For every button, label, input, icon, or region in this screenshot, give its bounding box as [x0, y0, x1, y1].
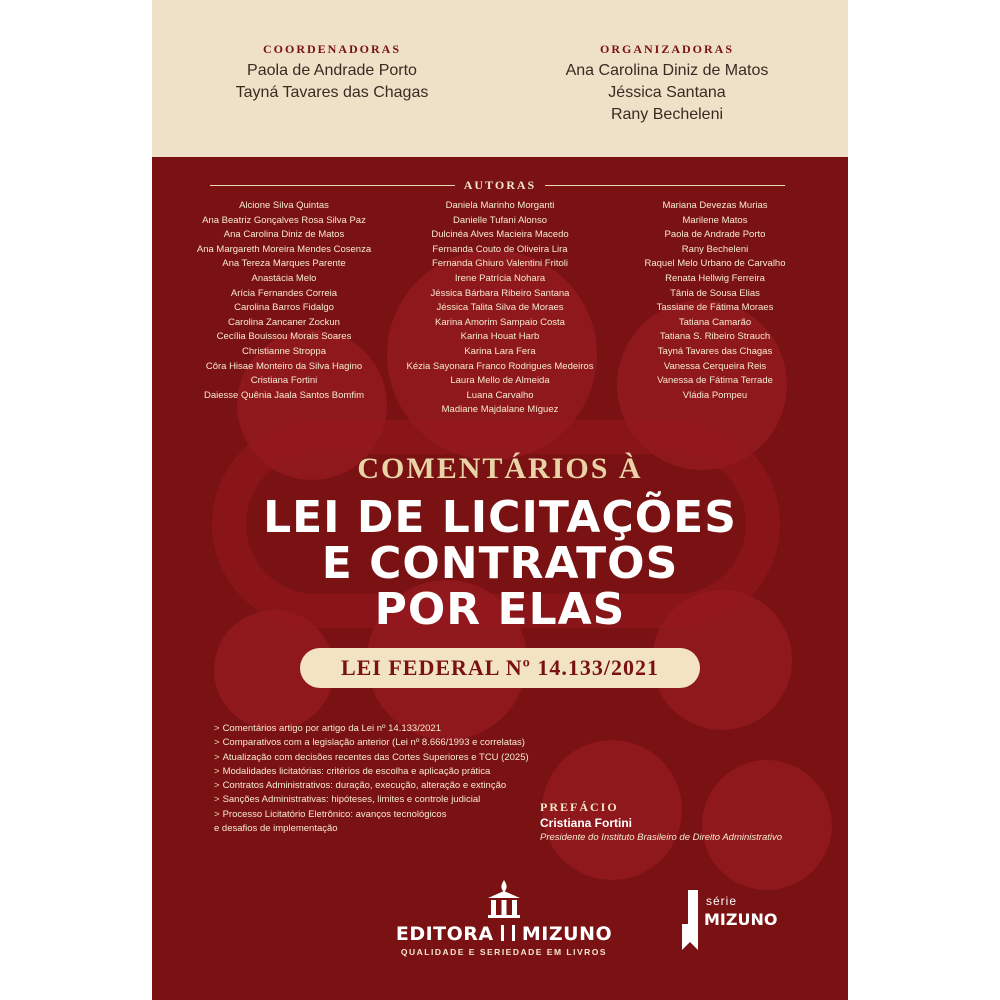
autora-name: Cecília Bouissou Morais Soares	[216, 331, 352, 343]
list-item: > Atualização com decisões recentes das Cortes Superiores e TCU (2025)	[214, 751, 529, 763]
autora-name: Vládia Pompeu	[682, 389, 748, 401]
main-title-line-1: LEI DE LICITAÇÕES	[263, 492, 737, 543]
prefacio-role: Presidente do Instituto Brasileiro de Direito Administrativo	[540, 832, 783, 843]
arrow-icon: >	[214, 737, 220, 749]
list-item: > Sanções Administrativas: hipóteses, limites e controle judicial	[214, 794, 481, 806]
autora-name: Fernanda Ghiuro Valentini Fritoli	[431, 258, 569, 270]
autora-name: Paola de Andrade Porto	[664, 229, 766, 241]
autora-name: Côra Hisae Monteiro da Silva Hagino	[205, 360, 363, 372]
autora-name: Danielle Tufani Alonso	[452, 214, 547, 226]
publisher-logo	[374, 878, 634, 957]
arrow-icon: >	[214, 808, 220, 820]
organizadoras-title: ORGANIZADORAS	[599, 42, 734, 56]
organizadora-name: Rany Becheleni	[610, 106, 724, 123]
autora-name: Karina Amorim Sampaio Costa	[435, 316, 565, 328]
coordenadora-name: Paola de Andrade Porto	[247, 62, 417, 79]
autora-name: Raquel Melo Urbano de Carvalho	[644, 258, 786, 270]
autora-name: Ana Carolina Diniz de Matos	[223, 229, 345, 241]
prefacio-author: Cristiana Fortini	[540, 816, 633, 830]
organizadora-name: Jéssica Santana	[608, 84, 726, 101]
list-item: > Processo Licitatório Eletrônico: avanços tecnológicos	[214, 808, 447, 820]
coordenadoras-block	[207, 42, 457, 104]
organizadora-name: Ana Carolina Diniz de Matos	[565, 62, 769, 79]
autora-name: Daiesse Quênia Jaala Santos Bomfim	[204, 389, 364, 401]
arrow-icon: >	[214, 723, 220, 734]
autora-name: Tatiana Camarão	[678, 316, 752, 328]
publisher-tagline: QUALIDADE E SERIEDADE EM LIVROS	[400, 947, 608, 957]
main-title-line-2: E CONTRATOS	[321, 538, 679, 589]
autora-name: Daniela Marinho Morganti	[445, 200, 555, 211]
autora-name: Irene Patrícia Nohara	[454, 272, 546, 284]
autora-name: Tayná Tavares das Chagas	[657, 345, 773, 357]
autora-name: Vanessa de Fátima Terrade	[657, 375, 773, 387]
autora-name: Jéssica Talita Silva de Moraes	[436, 302, 564, 314]
autora-name: Tânia de Sousa Elias	[670, 287, 760, 299]
autoras-column-1	[174, 199, 394, 403]
autora-name: Dulcinéa Alves Macieira Macedo	[431, 229, 569, 241]
autora-name: Carolina Zancaner Zockun	[228, 316, 340, 328]
autora-name: Vanessa Cerqueira Reis	[663, 360, 767, 372]
autoras-column-3	[610, 199, 820, 403]
autora-name: Ana Margareth Moreira Mendes Cosenza	[196, 243, 372, 255]
list-item: > Modalidades licitatórias: critérios de escolha e aplicação prática	[214, 765, 491, 777]
autora-name: Mariana Devezas Murias	[662, 200, 768, 211]
book-cover	[152, 0, 848, 1000]
arrow-icon: >	[214, 780, 220, 792]
autora-name: Cristiana Fortini	[250, 375, 318, 387]
mizuno-columns-logo-icon	[482, 878, 526, 918]
autora-name: Anastácia Melo	[251, 272, 317, 284]
publisher-name: EDITORA MIZUNO	[395, 923, 613, 945]
autora-name: Karina Houat Harb	[460, 331, 540, 343]
list-item-continuation: e desafios de implementação	[214, 823, 338, 835]
features-list	[214, 722, 594, 836]
autora-name: Christianne Stroppa	[242, 345, 326, 357]
autora-name: Madiane Majdalane Míguez	[441, 404, 559, 416]
autoras-title: AUTORAS	[463, 178, 537, 192]
columns-glyph	[501, 925, 515, 941]
autoras-column-2	[395, 199, 605, 418]
autora-name: Luana Carvalho	[466, 389, 534, 401]
autora-name: Jéssica Bárbara Ribeiro Santana	[430, 287, 570, 299]
main-title-line-3: POR ELAS	[374, 584, 626, 635]
serie-badge	[680, 890, 790, 952]
autora-name: Tassiane de Fátima Moraes	[656, 302, 774, 314]
autora-name: Carolina Barros Fidalgo	[234, 302, 334, 314]
list-item: > Comparativos com a legislação anterior (Lei nº 8.666/1993 e correlatas)	[214, 737, 525, 749]
autora-name: Renata Hellwig Ferreira	[665, 272, 765, 284]
coordenadoras-title: COORDENADORAS	[262, 42, 401, 56]
coordenadora-name: Tayná Tavares das Chagas	[235, 84, 429, 101]
autora-name: Fernanda Couto de Oliveira Lira	[432, 243, 568, 255]
autora-name: Laura Mello de Almeida	[450, 375, 550, 387]
prefacio-block	[540, 800, 782, 843]
autora-name: Ana Tereza Marques Parente	[222, 258, 346, 270]
bookmark-icon	[680, 890, 700, 950]
arrow-icon: >	[214, 751, 220, 763]
autora-name: Arícia Fernandes Correia	[230, 287, 338, 299]
law-badge: LEI FEDERAL Nº 14.133/2021	[300, 648, 700, 688]
list-item: > Comentários artigo por artigo da Lei nº 14.133/2021	[214, 723, 441, 734]
prefacio-title: PREFÁCIO	[540, 800, 619, 814]
autora-name: Ana Beatriz Gonçalves Rosa Silva Paz	[202, 214, 366, 226]
autora-name: Alcione Silva Quintas	[239, 200, 329, 211]
serie-name: MIZUNO	[704, 910, 778, 929]
autora-name: Karina Lara Fera	[464, 345, 536, 357]
autora-name: Rany Becheleni	[681, 243, 749, 255]
serie-label: série	[706, 894, 738, 908]
arrow-icon: >	[214, 794, 220, 806]
autora-name: Tatiana S. Ribeiro Strauch	[659, 331, 771, 343]
organizadoras-block	[547, 42, 787, 126]
list-item: > Contratos Administrativos: duração, execução, alteração e extinção	[214, 780, 507, 792]
pre-title: COMENTÁRIOS À	[357, 452, 643, 485]
autora-name: Marilene Matos	[682, 214, 748, 226]
autora-name: Kézia Sayonara Franco Rodrigues Medeiros	[406, 360, 594, 372]
arrow-icon: >	[214, 765, 220, 777]
